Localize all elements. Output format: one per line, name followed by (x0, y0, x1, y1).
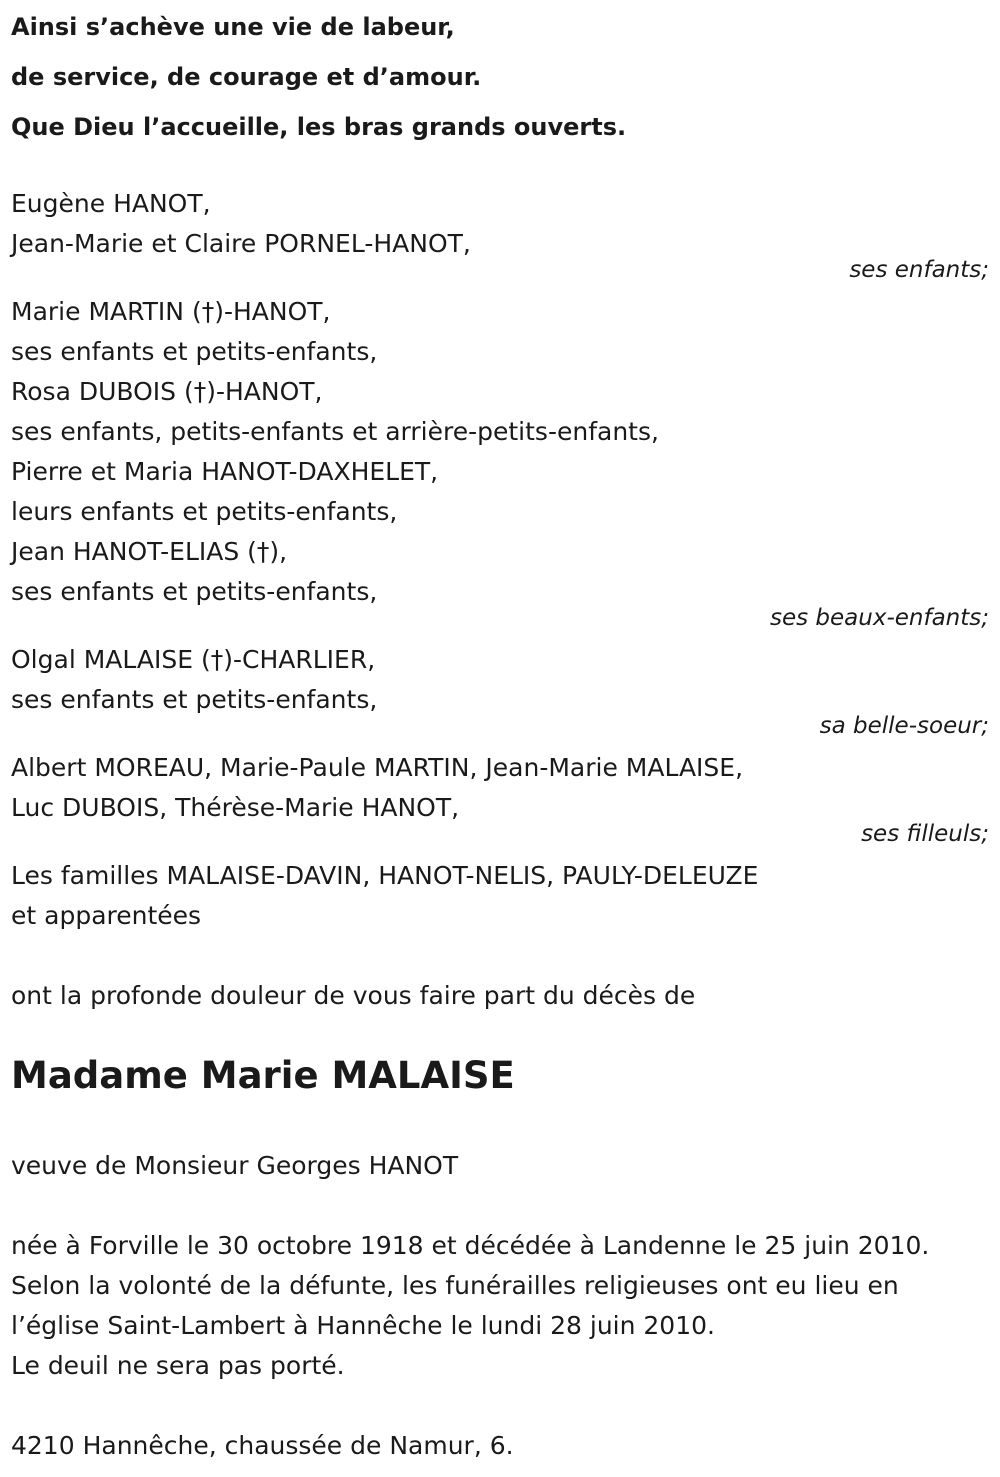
family-line: Olgal MALAISE (†)-CHARLIER, (11, 645, 376, 674)
funeral-line: Selon la volonté de la défunte, les funérailles religieuses ont eu lieu en (11, 1271, 899, 1300)
family-line: Marie MARTIN (†)-HANOT, (11, 297, 331, 326)
obituary-notice (11, 0, 991, 1466)
verse-line: Que Dieu l’accueille, les bras grands ouverts. (11, 113, 627, 141)
verse-line: de service, de courage et d’amour. (11, 63, 482, 91)
address-text: 4210 Hannêche, chaussée de Namur, 6. (11, 1431, 514, 1460)
group-families (11, 856, 991, 936)
family-line: Albert MOREAU, Marie-Paule MARTIN, Jean-Marie MALAISE, (11, 753, 744, 782)
family-line: leurs enfants et petits-enfants, (11, 497, 398, 526)
role-label: ses enfants; (849, 257, 989, 283)
family-line: Les familles MALAISE-DAVIN, HANOT-NELIS, PAULY-DELEUZE (11, 861, 759, 890)
family-line: Jean HANOT-ELIAS (†), (11, 537, 288, 566)
group-sister-in-law (11, 640, 991, 720)
group-godchildren (11, 748, 991, 828)
mourning-text: Le deuil ne sera pas porté. (11, 1351, 345, 1380)
birth-death-text: née à Forville le 30 octobre 1918 et décédée à Landenne le 25 juin 2010. (11, 1231, 930, 1260)
opening-verse (11, 2, 991, 152)
funeral-text (11, 1266, 991, 1346)
funeral-line: l’église Saint-Lambert à Hannêche le lundi 28 juin 2010. (11, 1311, 715, 1340)
family-line: Luc DUBOIS, Thérèse-Marie HANOT, (11, 793, 460, 822)
family-line: ses enfants et petits-enfants, (11, 337, 378, 366)
group-children (11, 184, 991, 264)
announcement-text: ont la profonde douleur de vous faire part du décès de (11, 981, 696, 1010)
role-label: sa belle-soeur; (819, 713, 989, 739)
role-label: ses beaux-enfants; (769, 605, 989, 631)
family-line: et apparentées (11, 901, 202, 930)
family-line: ses enfants et petits-enfants, (11, 685, 378, 714)
role-label: ses filleuls; (861, 821, 989, 847)
family-line: Eugène HANOT, (11, 189, 211, 218)
family-line: Pierre et Maria HANOT-DAXHELET, (11, 457, 439, 486)
verse-line: Ainsi s’achève une vie de labeur, (11, 13, 455, 41)
family-line: Jean-Marie et Claire PORNEL-HANOT, (11, 229, 471, 258)
group-in-laws (11, 292, 991, 612)
family-line: ses enfants, petits-enfants et arrière-petits-enfants, (11, 417, 659, 446)
family-line: ses enfants et petits-enfants, (11, 577, 378, 606)
family-line: Rosa DUBOIS (†)-HANOT, (11, 377, 323, 406)
deceased-name: Madame Marie MALAISE (11, 1054, 515, 1097)
widow-of-text: veuve de Monsieur Georges HANOT (11, 1151, 459, 1180)
